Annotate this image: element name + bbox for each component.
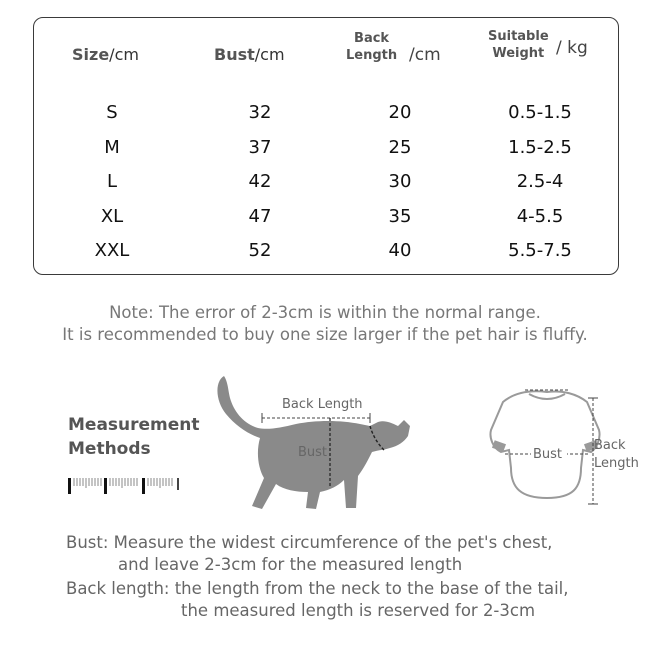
note-line-2: It is recommended to buy one size larger if the pet hair is fluffy. <box>62 325 588 344</box>
cell-weight: 2.5-4 <box>516 171 564 192</box>
cell-weight: 0.5-1.5 <box>508 102 572 123</box>
cell-weight: 4-5.5 <box>516 205 564 227</box>
shirt-bust-label: Bust <box>533 447 563 462</box>
cell-size: S <box>106 102 118 123</box>
back-description-2: the measured length is reserved for 2-3cm <box>181 601 536 620</box>
cat-silhouette <box>217 376 410 509</box>
header-size: Size/cm <box>72 45 139 64</box>
bust-description-2: and leave 2-3cm for the measured length <box>118 555 463 574</box>
cell-back-length: 40 <box>388 240 412 261</box>
cell-size: XXL <box>94 240 130 261</box>
cell-size: L <box>106 171 118 192</box>
measurement-methods-title: Measurement Methods <box>68 415 200 459</box>
cell-bust: 32 <box>248 102 272 123</box>
shirt-diagram <box>465 368 645 518</box>
cell-bust: 52 <box>248 240 272 261</box>
cell-size: XL <box>100 205 124 227</box>
note-line-1: Note: The error of 2-3cm is within the normal range. <box>109 303 541 322</box>
shirt-back-label-1: Back <box>594 438 626 453</box>
cat-back-length-label: Back Length <box>282 397 363 412</box>
bust-description-1: Bust: Measure the widest circumference of the pet's chest, <box>66 533 553 552</box>
cell-bust: 47 <box>248 205 272 227</box>
cat-bust-label: Bust <box>298 445 328 460</box>
cell-bust: 37 <box>248 136 272 158</box>
header-weight: Suitable Weight <box>488 29 549 61</box>
header-bust: Bust/cm <box>214 45 285 64</box>
cell-back-length: 30 <box>388 171 412 192</box>
cell-weight: 1.5-2.5 <box>508 136 572 158</box>
header-back-length-unit: /cm <box>409 45 441 65</box>
ruler-icon <box>68 472 180 496</box>
shirt-outline <box>490 391 599 498</box>
cell-back-length: 25 <box>388 136 412 158</box>
shirt-back-label-2: Length <box>594 456 639 471</box>
back-description-1: Back length: the length from the neck to the base of the tail, <box>66 579 569 598</box>
cell-back-length: 20 <box>388 102 412 123</box>
cell-back-length: 35 <box>388 205 412 227</box>
header-weight-unit: / kg <box>556 38 588 58</box>
cat-diagram <box>212 368 422 518</box>
cell-size: M <box>104 136 120 158</box>
header-back-length: Back Length <box>346 31 398 63</box>
cell-bust: 42 <box>248 171 272 192</box>
cell-weight: 5.5-7.5 <box>508 240 572 261</box>
size-chart-table <box>33 17 619 275</box>
